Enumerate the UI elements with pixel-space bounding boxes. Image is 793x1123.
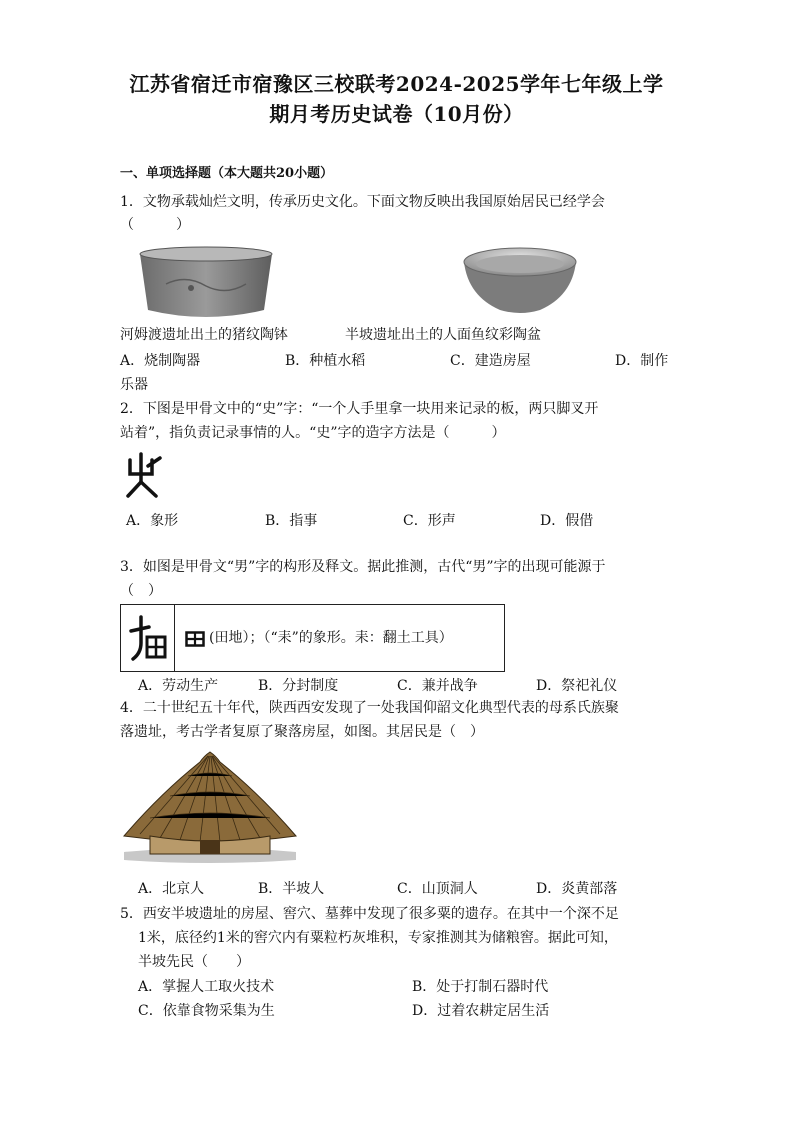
q3-figure-explanation: (田地）；（“耒”的象形。耒：翻土工具）: [209, 630, 453, 646]
q1-option-b[interactable]: B．种植水稻: [285, 353, 366, 369]
oracle-bone-nan-character-image: [127, 613, 169, 665]
q4-option-b[interactable]: B．半坡人: [258, 881, 325, 897]
table-divider: [174, 605, 175, 671]
oracle-bone-tian-character-image: [185, 631, 205, 647]
section-heading: 一、单项选择题（本大题共20小题）: [120, 166, 334, 181]
q3-option-c[interactable]: C．兼并战争: [397, 678, 478, 694]
q3-text-line1: 3．如图是甲骨文“男”字的构形及释文。据此推测，古代“男”字的出现可能源于: [120, 559, 606, 575]
q5-option-b[interactable]: B．处于打制石器时代: [412, 979, 549, 995]
q4-option-a[interactable]: A．北京人: [138, 881, 205, 897]
q4-text-line2: 落遗址，考古学者复原了聚落房屋，如图。其居民是（ ）: [120, 724, 484, 740]
q1-option-a[interactable]: A．烧制陶器: [120, 353, 201, 369]
q2-option-c[interactable]: C．形声: [403, 513, 456, 529]
q1-caption-right: 半坡遗址出土的人面鱼纹彩陶盆: [345, 327, 541, 343]
q1-option-d[interactable]: D．制作: [615, 353, 669, 369]
q4-option-c[interactable]: C．山顶洞人: [397, 881, 478, 897]
q2-text-line1: 2．下图是甲骨文中的“史”字：“一个人手里拿一块用来记录的板，两只脚叉开: [120, 401, 599, 417]
q1-text-line2: （ ）: [120, 217, 190, 233]
oracle-bone-shi-character-image: [122, 452, 164, 500]
q5-text-line2: 1米，底径约1米的窖穴内有粟粒朽灰堆积，专家推测其为储粮窖。据此可知，: [138, 930, 618, 946]
pig-pattern-pottery-bowl-image: [136, 244, 276, 320]
q3-option-b[interactable]: B．分封制度: [258, 678, 339, 694]
human-face-fish-pattern-basin-image: [460, 244, 580, 318]
q4-text-line1: 4．二十世纪五十年代，陕西西安发现了一处我国仰韶文化典型代表的母系氏族聚: [120, 700, 619, 716]
q1-text-line1: 1．文物承载灿烂文明，传承历史文化。下面文物反映出我国原始居民已经学会: [120, 194, 605, 210]
q2-option-b[interactable]: B．指事: [265, 513, 318, 529]
q5-option-c[interactable]: C．依靠食物采集为生: [138, 1003, 275, 1019]
q3-text-line2: （ ）: [120, 583, 162, 599]
banpo-thatched-house-image: [120, 748, 300, 866]
q3-option-a[interactable]: A．劳动生产: [138, 678, 219, 694]
q2-option-a[interactable]: A．象形: [126, 513, 179, 529]
q5-text-line1: 5．西安半坡遗址的房屋、窖穴、墓葬中发现了很多粟的遗存。在其中一个深不足: [120, 906, 619, 922]
q2-text-line2: 站着”，指负责记录事情的人。“史”字的造字方法是（ ）: [120, 425, 506, 441]
page-title-line1: 江苏省宿迁市宿豫区三校联考2024-2025学年七年级上学: [129, 72, 664, 96]
q3-figure-table: [120, 604, 505, 672]
q4-option-d[interactable]: D．炎黄部落: [536, 881, 618, 897]
q1-option-c[interactable]: C．建造房屋: [450, 353, 531, 369]
page-title-line2: 期月考历史试卷（10月份）: [269, 102, 524, 126]
q1-caption-left: 河姆渡遗址出土的猪纹陶钵: [120, 327, 288, 343]
q1-option-d-wrap: 乐器: [120, 377, 148, 393]
q5-option-a[interactable]: A．掌握人工取火技术: [138, 979, 275, 995]
q3-option-d[interactable]: D．祭祀礼仪: [536, 678, 618, 694]
q2-option-d[interactable]: D．假借: [540, 513, 594, 529]
q5-option-d[interactable]: D．过着农耕定居生活: [412, 1003, 550, 1019]
q5-text-line3: 半坡先民（ ）: [138, 954, 250, 970]
